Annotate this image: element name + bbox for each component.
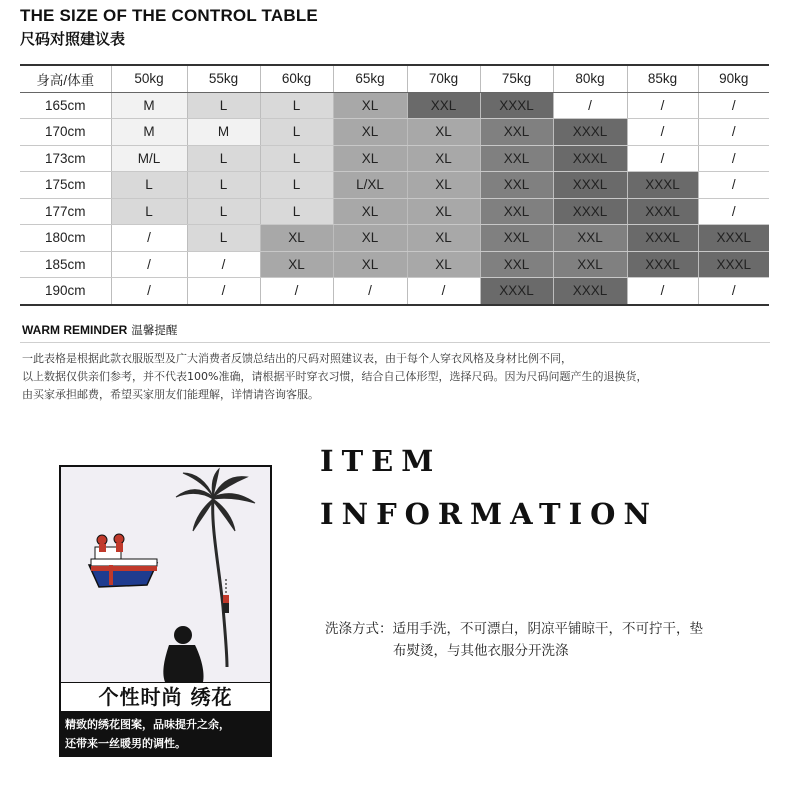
size-cell: M [111,119,187,146]
size-cell: / [698,92,769,119]
size-cell: / [187,278,260,305]
size-cell: XXL [480,198,553,225]
warm-reminder-title-en: WARM REMINDER [22,323,128,337]
size-cell: XXL [407,92,480,119]
size-cell: / [553,92,627,119]
size-cell: XXXL [553,172,627,199]
table-row [20,198,769,225]
photo-caption-title: 个性时尚 绣花 [61,683,270,711]
size-cell: L [260,145,333,172]
size-cell: L [111,198,187,225]
size-cell: XXXL [480,92,553,119]
photo-caption-text [65,715,270,753]
size-cell: XXL [480,119,553,146]
size-cell: XXXL [553,119,627,146]
size-cell: M [187,119,260,146]
embroidery-illustration [61,467,270,682]
weight-header: 85kg [627,65,698,92]
reminder-line: 由买家承担邮费，希望买家朋友们能理解，详情请咨询客服。 [22,388,319,401]
weight-header: 90kg [698,65,769,92]
size-cell: / [627,119,698,146]
embroidery-detail-photo [59,465,272,757]
size-cell: XL [407,225,480,252]
size-cell: XXXL [627,198,698,225]
size-cell: XXXL [553,145,627,172]
weight-header: 50kg [111,65,187,92]
size-cell: XL [260,225,333,252]
size-cell: / [187,251,260,278]
boat-icon [89,534,157,587]
table-row [20,119,769,146]
table-header-row [20,65,769,92]
weight-header: 65kg [333,65,407,92]
weight-header: 80kg [553,65,627,92]
item-heading: ITEM [320,444,442,478]
size-cell: / [627,92,698,119]
information-heading: INFORMATION [320,497,658,531]
size-cell: / [407,278,480,305]
size-cell: XXL [553,225,627,252]
size-cell: XXXL [627,251,698,278]
size-cell: L [187,198,260,225]
size-cell: XL [407,119,480,146]
size-cell: XXXL [627,225,698,252]
size-cell: XL [260,251,333,278]
weight-header: 55kg [187,65,260,92]
photo-caption-line: 还带来一丝暖男的调性。 [65,737,186,750]
size-table [20,64,769,306]
size-chart-title-cn: 尺码对照建议表 [20,30,126,48]
divider [20,342,770,343]
photo-caption-line: 精致的绣花图案，品味提升之余， [65,718,230,731]
firework-icon [223,579,229,613]
size-cell: L [111,172,187,199]
height-label: 165cm [20,92,111,119]
size-cell: XXXL [627,172,698,199]
height-label: 170cm [20,119,111,146]
size-cell: XL [407,198,480,225]
size-cell: L [260,198,333,225]
size-cell: / [698,198,769,225]
table-row [20,278,769,305]
size-cell: / [333,278,407,305]
height-label: 180cm [20,225,111,252]
size-cell: L [260,172,333,199]
size-cell: / [627,145,698,172]
size-cell: XXL [480,145,553,172]
size-cell: L [187,92,260,119]
weight-header: 60kg [260,65,333,92]
size-cell: XL [407,172,480,199]
size-cell: / [698,278,769,305]
size-cell: XXXL [698,225,769,252]
height-label: 185cm [20,251,111,278]
wash-line: 洗涤方式：适用手洗，不可漂白，阴凉平铺晾干，不可拧干，垫 [325,621,703,637]
size-cell: XL [333,251,407,278]
table-row [20,145,769,172]
size-cell: XXXL [553,198,627,225]
size-cell: / [698,145,769,172]
size-cell: XL [407,251,480,278]
size-cell: / [111,251,187,278]
size-cell: XL [333,145,407,172]
size-cell: L [187,145,260,172]
warm-reminder-title-cn: 温馨提醒 [131,323,178,337]
size-cell: / [260,278,333,305]
size-cell: XXXL [698,251,769,278]
size-cell: XL [333,92,407,119]
size-cell: / [111,278,187,305]
size-cell: XXXL [553,278,627,305]
size-cell: XXL [480,251,553,278]
table-row [20,172,769,199]
height-label: 190cm [20,278,111,305]
size-cell: L [260,119,333,146]
size-cell: M [111,92,187,119]
size-cell: L [187,172,260,199]
size-cell: L [260,92,333,119]
table-row [20,92,769,119]
reminder-line: 一此表格是根据此款衣服版型及广大消费者反馈总结出的尺码对照建议表，由于每个人穿衣风格及身材比例不同， [22,352,572,365]
height-label: 177cm [20,198,111,225]
size-chart-title: THE SIZE OF THE CONTROL TABLE [20,6,318,25]
size-cell: M/L [111,145,187,172]
size-cell: / [627,278,698,305]
size-cell: XXL [480,225,553,252]
wash-line: 布熨烫，与其他衣服分开洗涤 [393,643,569,659]
size-cell: L/XL [333,172,407,199]
person-silhouette-icon [163,626,203,682]
warm-reminder-title [22,322,177,338]
size-cell: XL [333,225,407,252]
size-cell: XL [333,119,407,146]
size-cell: XL [333,198,407,225]
size-cell: / [698,119,769,146]
size-cell: L [187,225,260,252]
height-label: 175cm [20,172,111,199]
size-cell: XXL [480,172,553,199]
reminder-line: 以上数据仅供亲们参考，并不代表100%准确，请根据平时穿衣习惯，结合自己体形型，选择尺码。因为尺码问题产生的退换货， [22,370,648,383]
weight-header: 75kg [480,65,553,92]
weight-header: 70kg [407,65,480,92]
size-cell: / [111,225,187,252]
size-cell: / [698,172,769,199]
warm-reminder-text [22,350,772,404]
table-row [20,225,769,252]
wash-instructions [325,618,745,662]
size-cell: XXXL [480,278,553,305]
embroidery-image [61,467,270,682]
height-label: 173cm [20,145,111,172]
table-row [20,251,769,278]
size-cell: XXL [553,251,627,278]
corner-header: 身高/体重 [20,65,111,92]
size-cell: XL [407,145,480,172]
